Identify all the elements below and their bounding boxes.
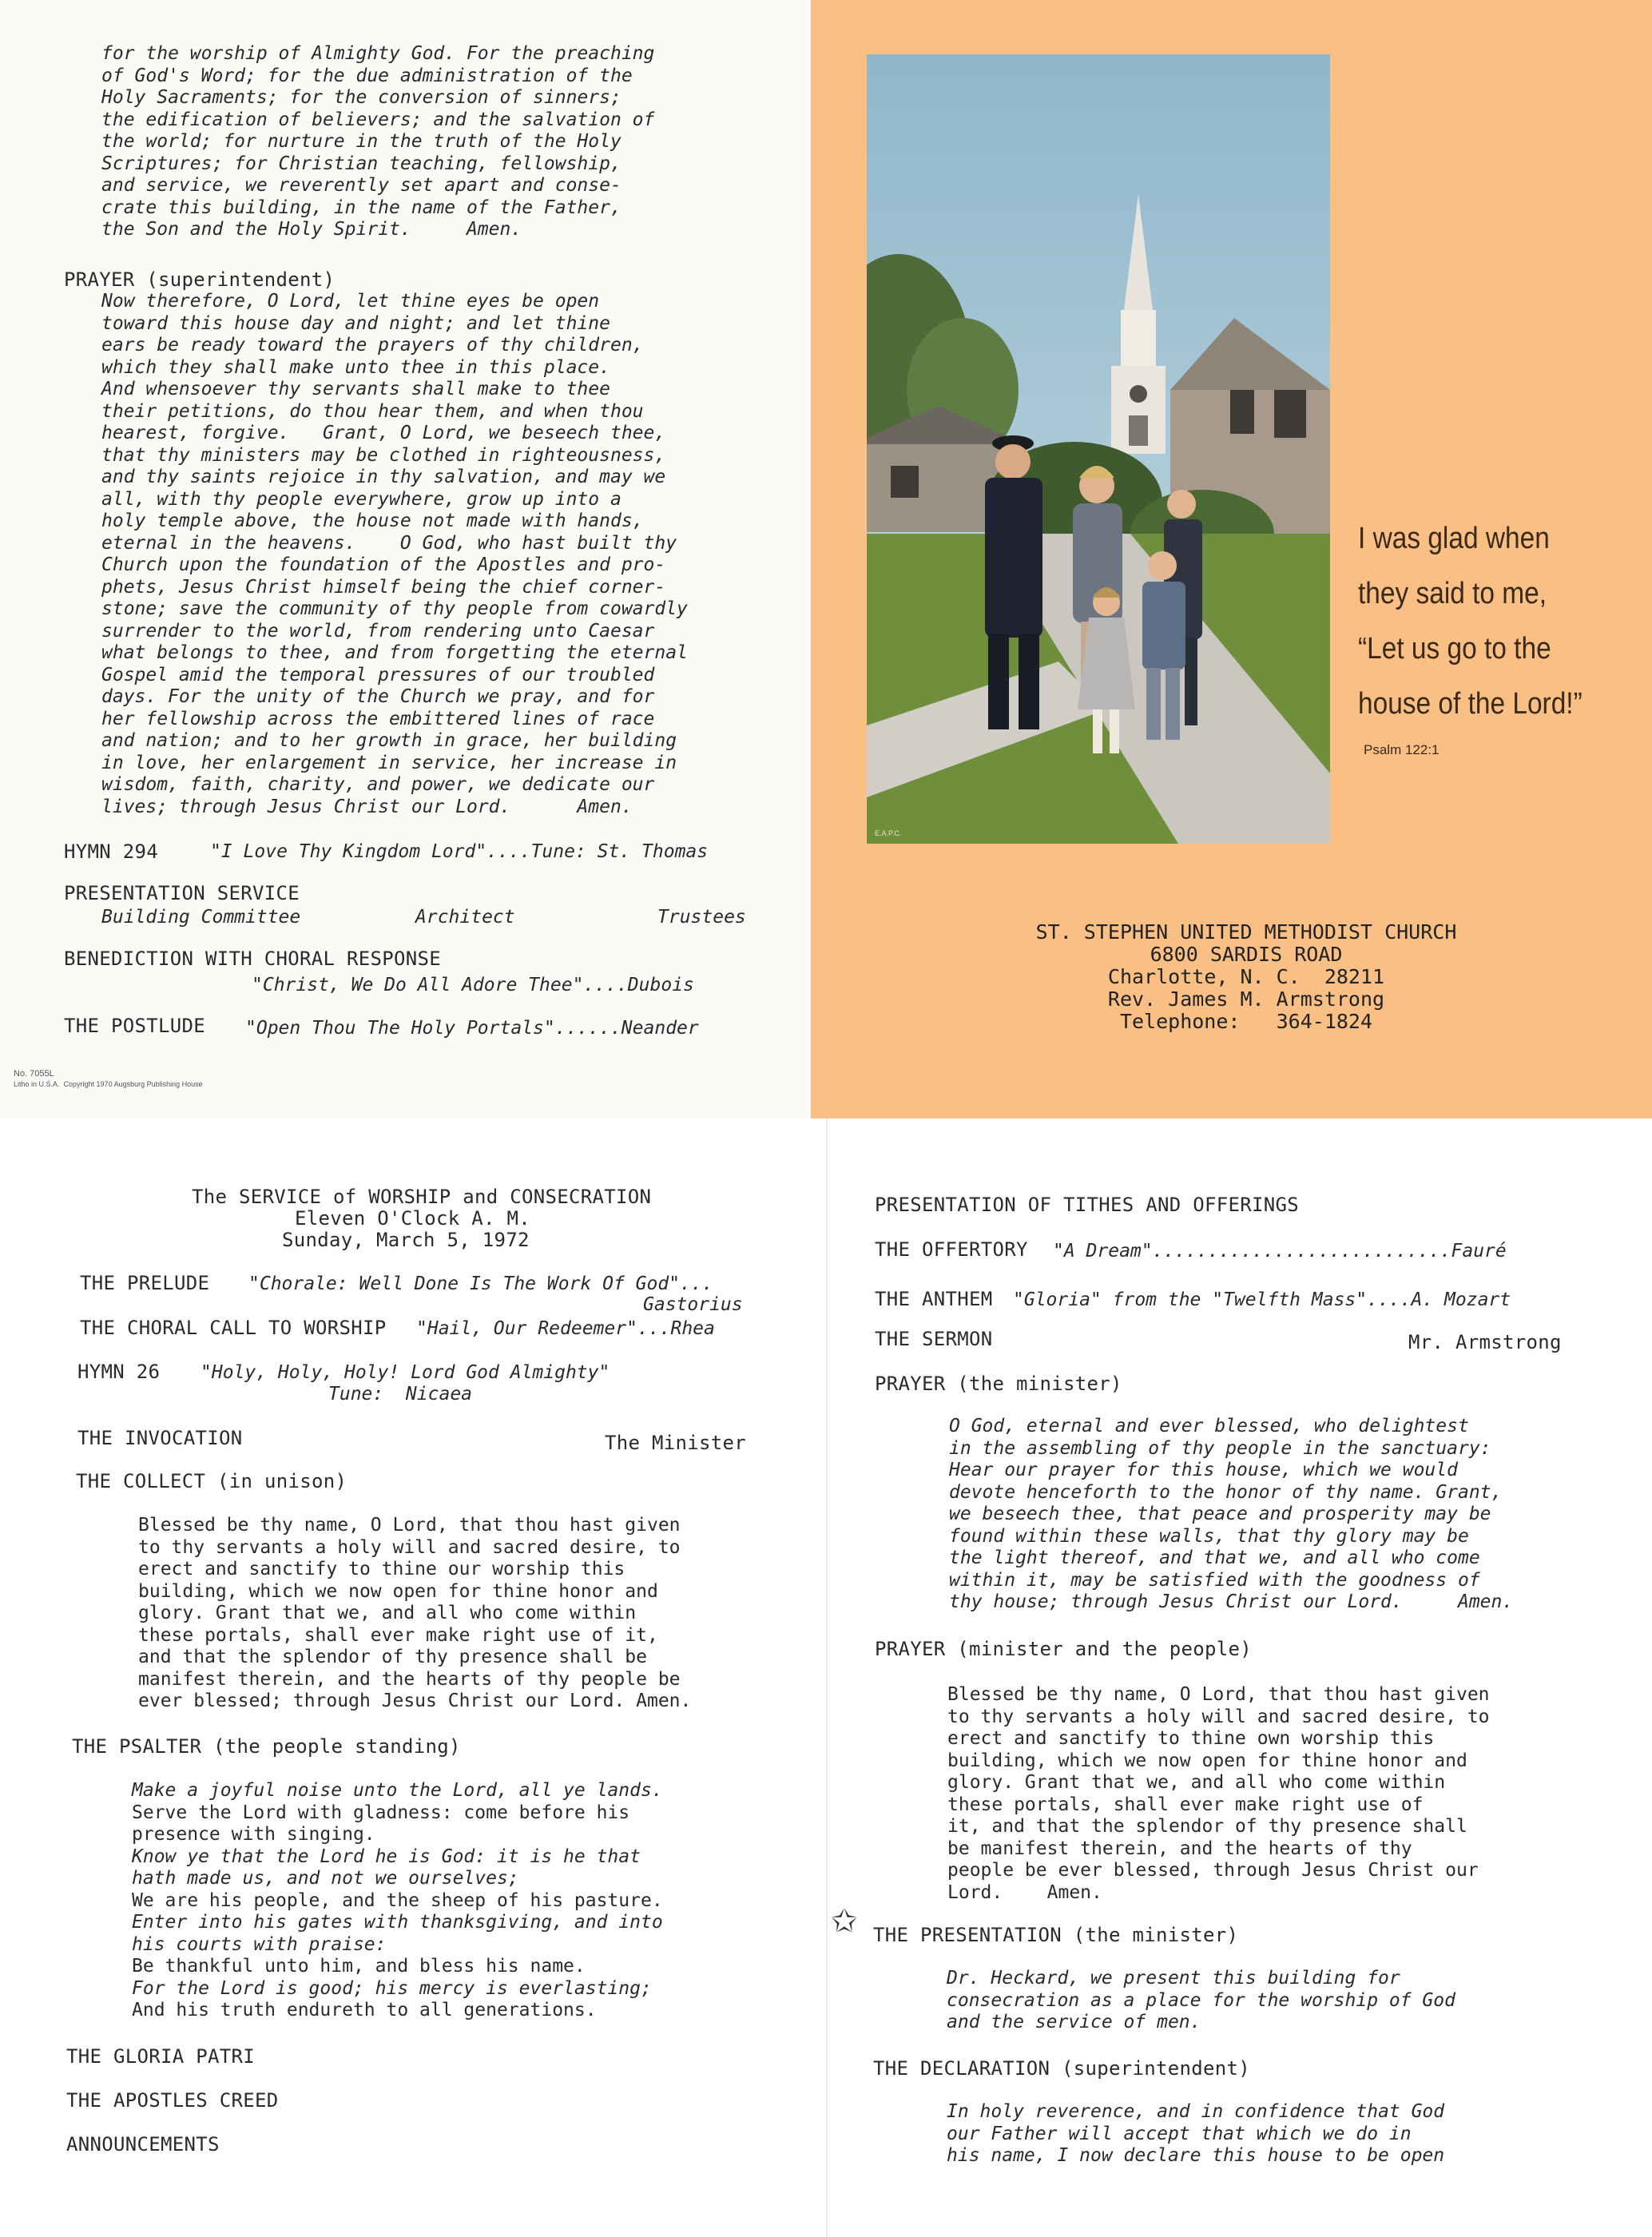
service-title: The SERVICE of WORSHIP and CONSECRATION xyxy=(192,1186,652,1208)
psalter-line: And his truth endureth to all generations. xyxy=(132,2000,597,2020)
church-city: Charlotte, N. C. 28211 xyxy=(1107,965,1385,988)
prayer-line: phets, Jesus Christ himself being the chief corner- xyxy=(101,576,666,598)
family-church-photo xyxy=(867,54,1330,844)
collect-text xyxy=(138,1515,691,1713)
prayer-line: Church upon the foundation of the Apostles and pro- xyxy=(101,554,666,575)
party-trustees: Trustees xyxy=(657,907,746,928)
prayer-line: these portals, shall ever make right use of xyxy=(947,1794,1424,1815)
dedication-line: the edification of believers; and the salvation of xyxy=(101,109,655,130)
offertory-text: "A Dream"...........................Fauré xyxy=(1053,1241,1507,1262)
prayer-line: their petitions, do thou hear them, and when thou xyxy=(101,400,644,422)
prayer-superintendent-text xyxy=(101,291,688,818)
collect-line: ever blessed; through Jesus Christ our Lord. Amen. xyxy=(138,1691,692,1711)
dedication-line: the world; for nurture in the truth of the Holy xyxy=(101,131,621,152)
prayer-line: surrender to the world, from rendering unto Caesar xyxy=(101,620,655,642)
prayer-line: it, and that the splendor of thy presence shall xyxy=(947,1816,1467,1837)
photo-credit: E.A.P.C. xyxy=(875,829,902,837)
declaration-heading: THE DECLARATION (superintendent) xyxy=(873,2057,1250,2080)
choral-call-label: THE CHORAL CALL TO WORSHIP xyxy=(80,1317,387,1339)
gloria-patri: THE GLORIA PATRI xyxy=(66,2045,255,2068)
prayer-line: that thy ministers may be clothed in righteousness, xyxy=(101,444,666,466)
dedication-line: the Son and the Holy Spirit. Amen. xyxy=(101,219,522,240)
dedication-line: of God's Word; for the due administration of the xyxy=(101,65,633,86)
hymn-294-label: HYMN 294 xyxy=(64,840,158,863)
handwritten-mark: ✩ xyxy=(831,1903,858,1940)
prayer-line: glory. Grant that we, and all who come within xyxy=(947,1772,1446,1793)
prayer-superintendent-heading: PRAYER (superintendent) xyxy=(64,268,336,291)
prayer-line: Hear our prayer for this house, which we would xyxy=(949,1460,1458,1480)
prayer-minister-text xyxy=(949,1416,1513,1614)
prayer-line: lives; through Jesus Christ our Lord. Amen. xyxy=(101,796,633,817)
presentation-text xyxy=(947,1968,1455,2034)
apostles-creed: THE APOSTLES CREED xyxy=(66,2089,279,2112)
cover-quote-line-4: house of the Lord!” xyxy=(1358,687,1583,721)
prayer-line: to thy servants a holy will and sacred desire, to xyxy=(947,1706,1490,1727)
church-telephone: Telephone: 364-1824 xyxy=(1119,1010,1373,1033)
prelude-text: "Chorale: Well Done Is The Work Of God"... xyxy=(248,1273,713,1294)
prayer-line: stone; save the community of thy people from cowardly xyxy=(101,598,688,619)
prayer-line: thy house; through Jesus Christ our Lord. Amen. xyxy=(949,1591,1514,1612)
declaration-line: In holy reverence, and in confidence that God xyxy=(947,2101,1445,2122)
prayer-line: what belongs to thee, and from forgetting the eternal xyxy=(101,642,688,663)
collect-line: manifest therein, and the hearts of thy people be xyxy=(138,1668,681,1690)
psalter-line: Enter into his gates with thanksgiving, and into xyxy=(132,1912,663,1933)
prayer-line: and thy saints rejoice in thy salvation, and may we xyxy=(101,467,666,487)
party-architect: Architect xyxy=(415,907,515,928)
dedication-line: Scriptures; for Christian teaching, fellowship, xyxy=(101,153,621,174)
collect-line: these portals, shall ever make right use of it, xyxy=(138,1624,658,1646)
collect-line: glory. Grant that we, and all who come within xyxy=(138,1603,637,1623)
prayer-line: Lord. Amen. xyxy=(947,1881,1102,1903)
collect-line: Blessed be thy name, O Lord, that thou hast given xyxy=(138,1515,681,1536)
postlude-label: THE POSTLUDE xyxy=(64,1015,205,1037)
print-code: No. 7055L xyxy=(14,1069,54,1079)
collect-line: building, which we now open for thine honor and xyxy=(138,1580,658,1602)
church-address: 6800 SARDIS ROAD xyxy=(1150,943,1343,966)
prayer-line: within it, may be satisfied with the goodness of xyxy=(949,1569,1480,1591)
prayer-line: found within these walls, that thy glory may be xyxy=(949,1525,1469,1547)
psalter-line: Know ye that the Lord he is God: it is he that xyxy=(132,1846,641,1867)
psalter-line: hath made us, and not we ourselves; xyxy=(132,1868,519,1889)
offertory-label: THE OFFERTORY xyxy=(875,1238,1028,1261)
hymn-294-text: "I Love Thy Kingdom Lord"....Tune: St. Thomas xyxy=(210,841,709,862)
anthem-text: "Gloria" from the "Twelfth Mass"....A. Mozart xyxy=(1013,1289,1511,1310)
announcements: ANNOUNCEMENTS xyxy=(66,2133,220,2156)
collect-line: and that the splendor of thy presence shall be xyxy=(138,1647,647,1667)
declaration-line: our Father will accept that which we do in xyxy=(947,2123,1412,2144)
collect-line: to thy servants a holy will and sacred desire, to xyxy=(138,1536,681,1558)
prayer-line: Blessed be thy name, O Lord, that thou hast given xyxy=(947,1684,1490,1705)
presentation-line: Dr. Heckard, we present this building for xyxy=(947,1968,1400,1989)
prayer-minister-heading: PRAYER (the minister) xyxy=(875,1373,1122,1395)
prayer-line: building, which we now open for thine honor and xyxy=(947,1750,1467,1771)
prayer-line: holy temple above, the house not made with hands, xyxy=(101,511,644,531)
prayer-line: Gospel amid the temporal pressures of our troubled xyxy=(101,664,655,685)
hymn-26-tune: Tune: Nicaea xyxy=(328,1384,473,1405)
presentation-line: and the service of men. xyxy=(947,2012,1201,2032)
sermon-preacher: Mr. Armstrong xyxy=(1408,1331,1562,1353)
prelude-composer: Gastorius xyxy=(643,1294,743,1315)
sermon-label: THE SERMON xyxy=(875,1328,993,1350)
prayer-line: days. For the unity of the Church we pray, and for xyxy=(101,686,655,707)
prayer-line: wisdom, faith, charity, and power, we dedicate our xyxy=(101,774,655,795)
prayer-line: hearest, forgive. Grant, O Lord, we beseech thee, xyxy=(101,423,666,443)
prayer-line: ears be ready toward the prayers of thy children, xyxy=(101,335,644,356)
hymn-26-label: HYMN 26 xyxy=(77,1361,161,1383)
psalm-citation: Psalm 122:1 xyxy=(1364,742,1440,757)
declaration-line: his name, I now declare this house to be open xyxy=(947,2145,1445,2166)
prayer-people-heading: PRAYER (minister and the people) xyxy=(875,1638,1252,1660)
prayer-line: people be ever blessed, through Jesus Christ our xyxy=(947,1860,1479,1881)
prayer-line: eternal in the heavens. O God, who hast built thy xyxy=(101,532,677,554)
cover-quote-line-3: “Let us go to the xyxy=(1358,632,1551,666)
presentation-service-heading: PRESENTATION SERVICE xyxy=(64,882,300,904)
collect-line: erect and sanctify to thine our worship this xyxy=(138,1559,625,1579)
psalter-line: presence with singing. xyxy=(132,1824,375,1845)
invocation-label: THE INVOCATION xyxy=(77,1427,243,1449)
presentation-line: consecration as a place for the worship of God xyxy=(947,1989,1455,2011)
prayer-line: toward this house day and night; and let thine xyxy=(101,312,610,334)
psalter-line: We are his people, and the sheep of his pasture. xyxy=(132,1889,663,1911)
dedication-text xyxy=(101,43,654,241)
prayer-line: her fellowship across the embittered lines of race xyxy=(101,708,655,729)
choral-call-text: "Hail, Our Redeemer"...Rhea xyxy=(416,1318,715,1339)
prayer-line: we beseech thee, that peace and prosperity may be xyxy=(949,1504,1491,1524)
postlude-text: "Open Thou The Holy Portals"......Neander xyxy=(245,1018,699,1039)
prayer-line: in the assembling of thy people in the sanctuary: xyxy=(949,1437,1491,1459)
prayer-line: and nation; and to her growth in grace, her building xyxy=(101,730,677,751)
benediction-text: "Christ, We Do All Adore Thee"....Dubois xyxy=(252,975,694,995)
prayer-line: And whensoever thy servants shall make to thee xyxy=(101,379,610,399)
psalter-line: Be thankful unto him, and bless his name. xyxy=(132,1956,586,1977)
psalter-line: Make a joyful noise unto the Lord, all ye lands. xyxy=(132,1780,663,1801)
prayer-line: erect and sanctify to thine own worship this xyxy=(947,1728,1435,1749)
hymn-26-text: "Holy, Holy, Holy! Lord God Almighty" xyxy=(201,1362,610,1383)
prelude-label: THE PRELUDE xyxy=(80,1272,210,1294)
cover-quote-line-1: I was glad when xyxy=(1358,522,1550,555)
dedication-line: Holy Sacraments; for the conversion of sinners; xyxy=(101,87,621,108)
prayer-line: the light thereof, and that we, and all who come xyxy=(949,1548,1480,1568)
tithes-heading: PRESENTATION OF TITHES AND OFFERINGS xyxy=(875,1194,1299,1216)
presentation-heading: THE PRESENTATION (the minister) xyxy=(873,1924,1239,1946)
prayer-line: all, with thy people everywhere, grow up into a xyxy=(101,488,621,510)
prayer-people-text xyxy=(947,1684,1490,1904)
prayer-line: in love, her enlargement in service, her increase in xyxy=(101,752,677,773)
prayer-line: devote henceforth to the honor of thy name. Grant, xyxy=(949,1481,1503,1503)
psalter-line: his courts with praise: xyxy=(132,1933,387,1955)
psalter-line: For the Lord is good; his mercy is everlasting; xyxy=(132,1977,652,1999)
dedication-line: for the worship of Almighty God. For the preaching xyxy=(101,43,655,64)
declaration-text xyxy=(947,2101,1444,2167)
church-name: ST. STEPHEN UNITED METHODIST CHURCH xyxy=(1035,920,1457,944)
copyright-line: Litho in U.S.A. Copyright 1970 Augsburg Publishing House xyxy=(14,1080,203,1088)
psalter-line: Serve the Lord with gladness: come before his xyxy=(132,1802,630,1823)
cover-quote-line-2: they said to me, xyxy=(1358,577,1547,610)
prayer-line: Now therefore, O Lord, let thine eyes be open xyxy=(101,291,600,312)
fold-line xyxy=(826,1118,828,2237)
dedication-line: and service, we reverently set apart and conse- xyxy=(101,175,621,196)
prayer-line: which they shall make unto thee in this place. xyxy=(101,356,610,378)
party-building-committee: Building Committee xyxy=(101,907,301,928)
service-date: Sunday, March 5, 1972 xyxy=(282,1229,530,1251)
benediction-heading: BENEDICTION WITH CHORAL RESPONSE xyxy=(64,948,441,970)
psalter-text xyxy=(132,1780,663,2022)
invocation-leader: The Minister xyxy=(605,1432,746,1454)
service-time: Eleven O'Clock A. M. xyxy=(295,1207,530,1230)
collect-heading: THE COLLECT (in unison) xyxy=(76,1470,347,1492)
prayer-line: O God, eternal and ever blessed, who delightest xyxy=(949,1416,1469,1436)
psalter-heading: THE PSALTER (the people standing) xyxy=(72,1735,461,1758)
anthem-label: THE ANTHEM xyxy=(875,1288,993,1310)
church-pastor: Rev. James M. Armstrong xyxy=(1107,987,1385,1011)
prayer-line: be manifest therein, and the hearts of thy xyxy=(947,1838,1412,1859)
dedication-line: crate this building, in the name of the Father, xyxy=(101,197,621,218)
